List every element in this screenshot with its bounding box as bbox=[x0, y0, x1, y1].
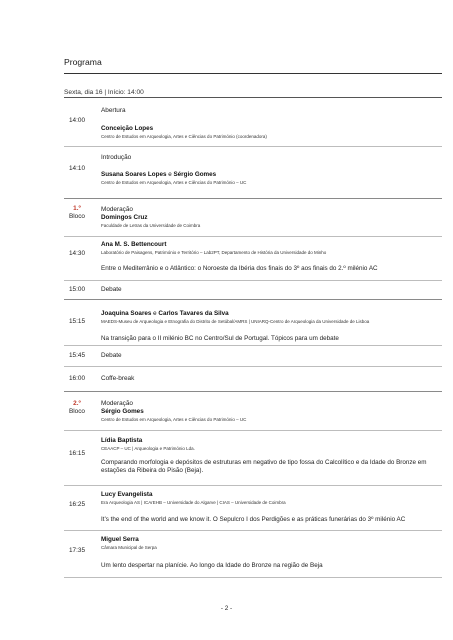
title-rule bbox=[64, 73, 442, 74]
speaker-affiliation: Câmara Municipal de Serpa bbox=[101, 545, 157, 550]
speaker-name: Lucy Evangelista bbox=[101, 491, 153, 498]
speaker-affiliation: Centro de Estudos em Arqueologia, Artes e Ciências do Património – UC bbox=[101, 180, 247, 185]
session-label: Moderação bbox=[101, 206, 133, 213]
time-cell: 14:00 bbox=[69, 117, 85, 124]
day-rule bbox=[64, 97, 442, 98]
row-divider bbox=[64, 299, 442, 300]
moderator-name: Sérgio Gomes bbox=[101, 408, 144, 415]
moderator-name: Domingos Cruz bbox=[101, 214, 148, 221]
session-label: Debate bbox=[101, 286, 122, 293]
speaker-names: Susana Soares Lopes e Sérgio Gomes bbox=[101, 171, 217, 178]
talk-title: It’s the end of the world and we know it. O Sepulcro I dos Perdigões e as práticas funerárias do 3º milénio AC bbox=[101, 516, 406, 523]
time-cell: 15:00 bbox=[69, 286, 85, 293]
time-cell: 16:15 bbox=[69, 450, 85, 457]
schedule-row-soares bbox=[64, 301, 442, 345]
time-cell: 15:45 bbox=[69, 352, 85, 359]
time-cell: 15:15 bbox=[69, 318, 85, 325]
row-divider bbox=[64, 198, 442, 199]
talk-title: Na transição para o II milénio BC no Centro/Sul de Portugal. Tópicos para um debate bbox=[101, 335, 339, 342]
day-heading: Sexta, dia 16 | Início: 14:00 bbox=[64, 89, 144, 96]
speaker-name: Conceição Lopes bbox=[101, 125, 154, 132]
time-cell: 16:00 bbox=[69, 375, 85, 382]
schedule-row-evangelista bbox=[64, 486, 442, 530]
schedule-row-debate-2 bbox=[64, 346, 442, 366]
session-label: Debate bbox=[101, 352, 122, 359]
speaker-name: Miguel Serra bbox=[101, 536, 139, 543]
session-label: Moderação bbox=[101, 400, 133, 407]
session-label: Coffe-break bbox=[101, 375, 135, 382]
time-cell: 17:35 bbox=[69, 547, 85, 554]
time-cell: 16:25 bbox=[69, 501, 85, 508]
speaker-affiliation: CEAACP – UC | Arqueologia e Património Lda. bbox=[101, 446, 195, 451]
speaker-name: Ana M. S. Bettencourt bbox=[101, 241, 167, 248]
talk-title: Entre o Mediterrânio e o Atlântico: o Noroeste da Ibéria dos finais do 3º aos finais do 2.º milénio AC bbox=[101, 265, 378, 272]
schedule-row-debate-1 bbox=[64, 281, 442, 299]
page-number: - 2 - bbox=[220, 605, 233, 612]
page-title: Programa bbox=[64, 57, 102, 67]
block-number: 1.º Bloco bbox=[69, 205, 85, 220]
schedule-row-coffee bbox=[64, 367, 442, 390]
speaker-affiliation: MAEDS-Museu de Arqueologia e Etnografia do Distrito de Setúbal/AMRS | UNIARQ-Centro de Arqueologia da Universidade de Lisboa bbox=[101, 319, 370, 324]
time-cell: 14:30 bbox=[69, 250, 85, 257]
talk-title: Um lento despertar na planície. Ao longo da Idade do Bronze na região de Beja bbox=[101, 562, 323, 569]
session-label: Introdução bbox=[101, 154, 132, 161]
moderator-affiliation: Centro de Estudos em Arqueologia, Artes e Ciências do Património – UC bbox=[101, 417, 247, 422]
speaker-affiliation: Centro de Estudos em Arqueologia, Artes e Ciências do Património (coordenadora) bbox=[101, 134, 267, 139]
schedule-row-bloco-2 bbox=[64, 393, 442, 430]
schedule-row-bettencourt bbox=[64, 237, 442, 280]
speaker-name: Lídia Baptista bbox=[101, 437, 143, 444]
row-divider bbox=[64, 391, 442, 392]
schedule-row-abertura bbox=[64, 99, 442, 146]
schedule-row-serra bbox=[64, 531, 442, 577]
block-number: 2.º Bloco bbox=[69, 400, 85, 415]
talk-title: Comparando morfologia e depósitos de estruturas em negativo de tipo fossa do Calcolítico e da Idade do Bronze em estações da Ribeira do Pisão (Beja). bbox=[101, 459, 427, 475]
time-cell: 14:10 bbox=[69, 165, 85, 172]
schedule-row-baptista bbox=[64, 431, 442, 485]
speaker-affiliation: Era Arqueologia AS | ICArEHB – Universidade do Algarve | CIAS – Universidade de Coimbra bbox=[101, 500, 286, 505]
schedule-row-introducao bbox=[64, 147, 442, 197]
speaker-names: Joaquina Soares e Carlos Tavares da Silva bbox=[101, 310, 229, 317]
schedule-row-bloco-1 bbox=[64, 200, 442, 236]
row-divider bbox=[64, 577, 442, 578]
moderator-affiliation: Faculdade de Letras da Universidade de Coimbra bbox=[101, 223, 201, 228]
session-label: Abertura bbox=[101, 107, 126, 114]
speaker-affiliation: Laboratório de Paisagens, Património e Território – Lab2PT, Departamento de História da Universidade do Minho bbox=[101, 250, 327, 255]
